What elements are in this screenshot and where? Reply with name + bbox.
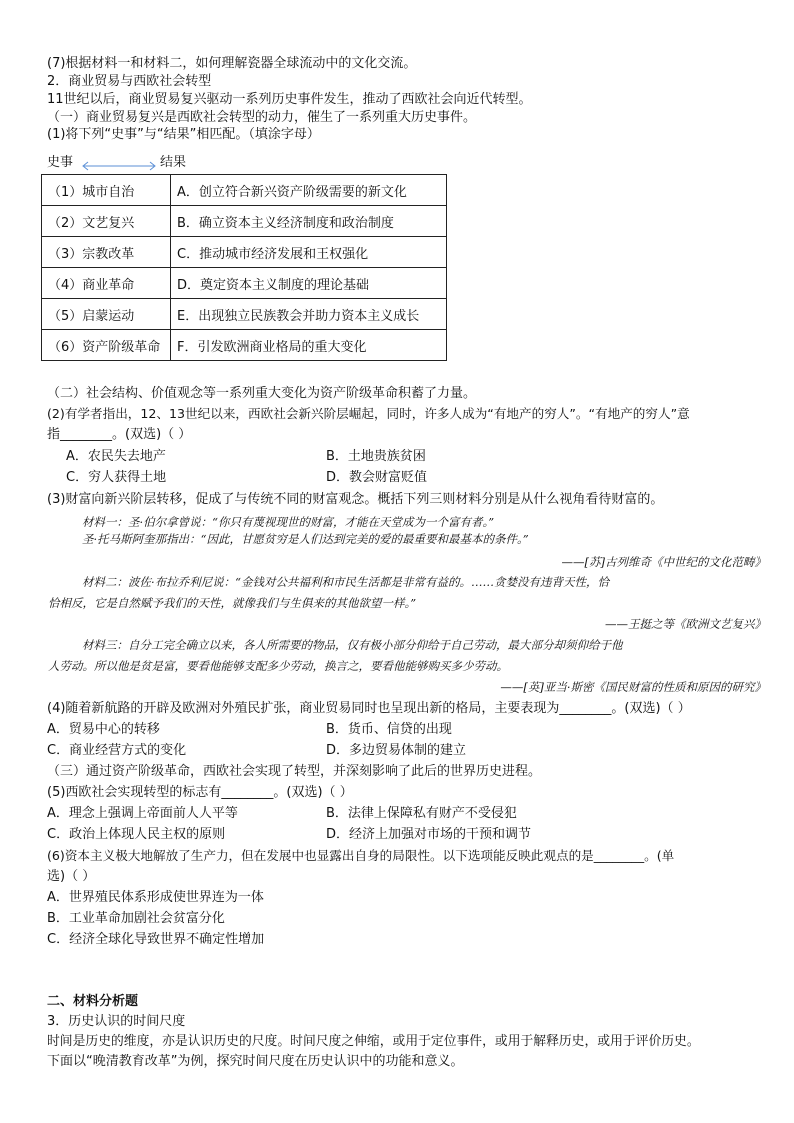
question-6-line-2: 选)（ ） [47, 869, 96, 884]
event-cell: （4）商业革命 [42, 268, 171, 299]
event-cell: （3）宗教改革 [42, 237, 171, 268]
question-2-line-2: 指________。(双选)（ ） [47, 427, 192, 442]
result-cell: A．创立符合新兴资产阶级需要的新文化 [171, 175, 447, 206]
q5-option-c[interactable]: C．政治上体现人民主权的原则 [47, 827, 226, 842]
material-1-a: 材料一：圣·伯尔拿曾说：“你只有蔑视现世的财富，才能在天堂成为一个富有者。” [82, 515, 495, 529]
table-row [42, 237, 447, 268]
material-1-source: ——[苏]古列维奇《中世纪的文化范畴》 [561, 555, 766, 569]
question-6-line-1: (6)资本主义极大地解放了生产力，但在发展中也显露出自身的局限性。以下选项能反映此观点的是________。(单 [47, 848, 675, 863]
result-cell: C．推动城市经济发展和王权强化 [171, 237, 447, 268]
result-cell: D．奠定资本主义制度的理论基础 [171, 268, 447, 299]
question-2-line-1: (2)有学者指出，12、13世纪以来，西欧社会新兴阶层崛起，同时，许多人成为“有地产的穷人”。“有地产的穷人”意 [47, 406, 690, 421]
table-row [42, 206, 447, 237]
table-row [42, 268, 447, 299]
table-row [42, 330, 447, 361]
question-3-prompt: (3)财富向新兴阶层转移，促成了与传统不同的财富观念。概括下列三则材料分别是从什么视角看待财富的。 [47, 492, 664, 507]
question-3-intro-2: 下面以“晚清教育改革”为例，探究时间尺度在历史认识中的功能和意义。 [47, 1054, 464, 1069]
question-3-title: 3．历史认识的时间尺度 [47, 1014, 186, 1029]
material-2-a: 材料二：波佐·布拉乔利尼说：“金钱对公共福利和市民生活都是非常有益的。……贪婪没有违背天性，恰 [82, 575, 610, 589]
section-2-intro: 11世纪以后，商业贸易复兴驱动一系列历史事件发生，推动了西欧社会向近代转型。 [47, 92, 532, 107]
question-5: (5)西欧社会实现转型的标志有________。(双选)（ ） [47, 785, 353, 800]
result-cell: E．出现独立民族教会并助力资本主义成长 [171, 299, 447, 330]
table-row [42, 175, 447, 206]
q6-option-c[interactable]: C．经济全球化导致世界不确定性增加 [47, 932, 265, 947]
q6-option-b[interactable]: B．工业革命加剧社会贫富分化 [47, 911, 225, 926]
q4-option-c[interactable]: C．商业经营方式的变化 [47, 743, 187, 758]
q4-option-a[interactable]: A．贸易中心的转移 [47, 722, 160, 737]
q2-option-a[interactable]: A．农民失去地产 [66, 449, 166, 464]
section-ii-title: 二、材料分析题 [47, 994, 139, 1009]
q5-option-b[interactable]: B．法律上保障私有财产不受侵犯 [326, 806, 517, 821]
part-1-heading: （一）商业贸易复兴是西欧社会转型的动力，催生了一系列重大历史事件。 [47, 110, 477, 125]
event-cell: （5）启蒙运动 [42, 299, 171, 330]
q2-option-b[interactable]: B．土地贵族贫困 [326, 449, 426, 464]
arrow-label-left: 史事 [47, 155, 74, 170]
material-3-a: 材料三：自分工完全确立以来，各人所需要的物品，仅有极小部分仰给于自己劳动，最大部分却须仰给于他 [82, 638, 623, 652]
material-2-source: ——王挺之等《欧洲文艺复兴》 [605, 617, 766, 631]
q5-option-a[interactable]: A．理念上强调上帝面前人人平等 [47, 806, 238, 821]
q2-option-d[interactable]: D．教会财富贬值 [326, 470, 428, 485]
event-cell: （2）文艺复兴 [42, 206, 171, 237]
question-4: (4)随着新航路的开辟及欧洲对外殖民扩张，商业贸易同时也呈现出新的格局，主要表现为________。(双选)（ ） [47, 701, 691, 716]
material-1-b: 圣·托马斯阿奎那指出：“因此，甘愿贫穷是人们达到完美的爱的最重要和最基本的条件。” [82, 532, 529, 546]
event-cell: （6）资产阶级革命 [42, 330, 171, 361]
q5-option-d[interactable]: D．经济上加强对市场的干预和调节 [326, 827, 532, 842]
question-3-intro-1: 时间是历史的维度，亦是认识历史的尺度。时间尺度之伸缩，或用于定位事件，或用于解释历史，或用于评价历史。 [47, 1034, 700, 1049]
question-1-prompt: (1)将下列“史事”与“结果”相匹配。（填涂字母） [47, 127, 320, 142]
result-cell: F．引发欧洲商业格局的重大变化 [171, 330, 447, 361]
part-2-heading: （二）社会结构、价值观念等一系列重大变化为资产阶级革命积蓄了力量。 [47, 386, 477, 401]
question-7: (7)根据材料一和材料二，如何理解瓷器全球流动中的文化交流。 [47, 56, 417, 71]
material-3-source: ——[英]亚当·斯密《国民财富的性质和原因的研究》 [500, 680, 766, 694]
section-2-title: 2．商业贸易与西欧社会转型 [47, 74, 212, 89]
q4-option-d[interactable]: D．多边贸易体制的建立 [326, 743, 467, 758]
event-cell: （1）城市自治 [42, 175, 171, 206]
arrow-label-right: 结果 [160, 155, 187, 170]
table-row [42, 299, 447, 330]
match-table [41, 174, 447, 361]
part-3-heading: （三）通过资产阶级革命，西欧社会实现了转型，并深刻影响了此后的世界历史进程。 [47, 764, 542, 779]
material-2-b: 恰相反，它是自然赋予我们的天性，就像我们与生俱来的其他欲望一样。” [48, 596, 417, 610]
result-cell: B．确立资本主义经济制度和政治制度 [171, 206, 447, 237]
double-arrow-icon [80, 161, 158, 171]
material-3-b: 人劳动。所以他是贫是富，要看他能够支配多少劳动，换言之，要看他能够购买多少劳动。 [48, 659, 508, 673]
q4-option-b[interactable]: B．货币、信贷的出现 [326, 722, 452, 737]
q6-option-a[interactable]: A．世界殖民体系形成使世界连为一体 [47, 890, 264, 905]
q2-option-c[interactable]: C．穷人获得土地 [66, 470, 167, 485]
